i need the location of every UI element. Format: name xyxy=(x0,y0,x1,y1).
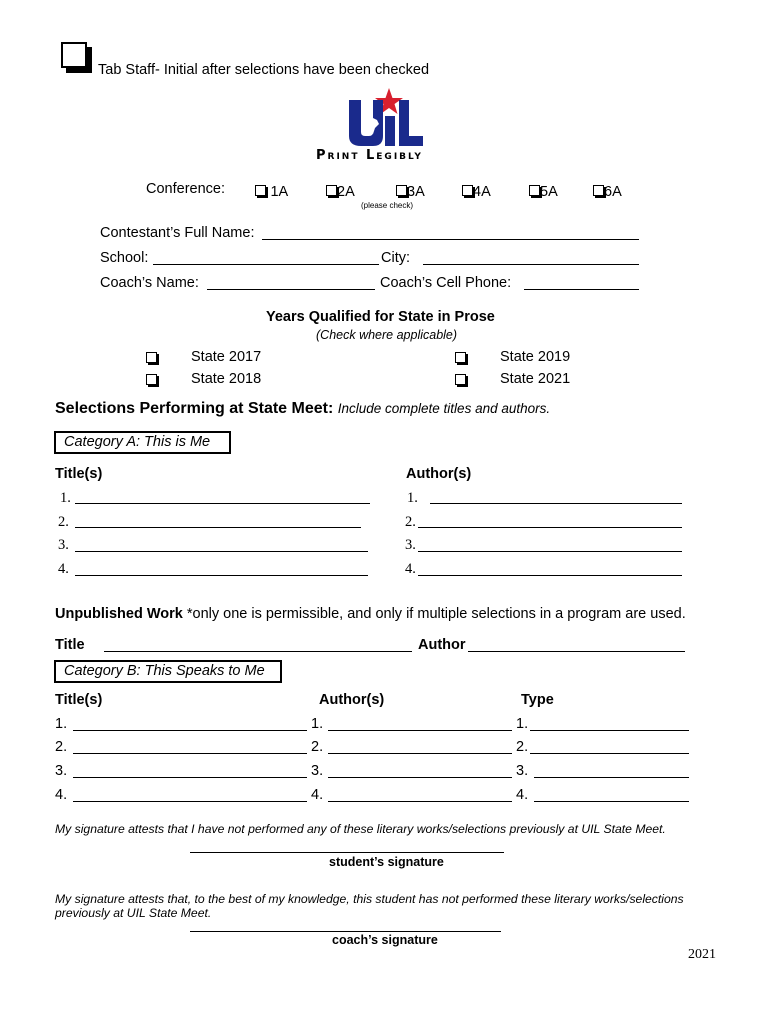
b-type-num: 3. xyxy=(516,763,529,779)
b-author-num: 4. xyxy=(311,787,324,803)
school-label: School: xyxy=(100,250,149,266)
checkbox[interactable] xyxy=(146,374,157,385)
checkbox[interactable] xyxy=(529,185,540,196)
conference-option-6a[interactable]: 6A xyxy=(593,183,622,201)
unpublished-author-label: Author xyxy=(418,637,466,653)
category-a-box: Category A: This is Me xyxy=(54,431,231,454)
year-2018-label: State 2018 xyxy=(191,371,262,387)
category-b-box: Category B: This Speaks to Me xyxy=(54,660,282,683)
student-signature-field[interactable] xyxy=(190,852,504,853)
b-type-field[interactable] xyxy=(534,777,689,778)
checkbox[interactable] xyxy=(593,185,604,196)
a-author-field[interactable] xyxy=(418,575,682,576)
b-title-field[interactable] xyxy=(73,753,307,754)
conference-option-2a[interactable]: 2A xyxy=(326,183,355,201)
unpublished-author-field[interactable] xyxy=(468,651,685,652)
year-2019[interactable] xyxy=(455,350,466,368)
checkbox[interactable] xyxy=(396,185,407,196)
year-2018[interactable] xyxy=(146,372,157,390)
year-2021-label: State 2021 xyxy=(500,371,571,387)
b-author-num: 2. xyxy=(311,739,324,755)
unpublished-title-label: Title xyxy=(55,637,85,653)
unpublished-note: Unpublished Work *only one is permissible, and only if multiple selections in a program are used. xyxy=(55,606,686,622)
b-title-num: 2. xyxy=(55,739,68,755)
coach-phone-label: Coach’s Cell Phone: xyxy=(380,275,512,291)
b-title-field[interactable] xyxy=(73,730,307,731)
please-check-note: (please check) xyxy=(361,201,414,210)
b-type-num: 4. xyxy=(516,787,529,803)
b-title-num: 3. xyxy=(55,763,68,779)
a-title-field[interactable] xyxy=(75,551,368,552)
conference-label: Conference: xyxy=(146,181,225,197)
year-2019-label: State 2019 xyxy=(500,349,571,365)
city-field[interactable] xyxy=(423,264,639,265)
checkbox[interactable] xyxy=(255,185,266,196)
tab-staff-note: Tab Staff- Initial after selections have been checked xyxy=(98,62,430,78)
b-type-num: 1. xyxy=(516,716,529,732)
author-header-a: Author(s) xyxy=(406,466,472,482)
b-type-field[interactable] xyxy=(530,753,689,754)
coach-attest-line1: My signature attests that, to the best of my knowledge, this student has not performed these literary works/selections xyxy=(55,892,684,906)
years-subtitle: (Check where applicable) xyxy=(316,328,458,342)
title-header-b: Title(s) xyxy=(55,692,103,708)
b-author-field[interactable] xyxy=(328,753,512,754)
selections-heading: Selections Performing at State Meet: Include complete titles and authors. xyxy=(55,400,551,417)
full-name-field[interactable] xyxy=(262,239,639,240)
year-2017-label: State 2017 xyxy=(191,349,262,365)
a-author-num: 4. xyxy=(405,561,416,577)
author-header-b: Author(s) xyxy=(319,692,385,708)
coach-name-label: Coach’s Name: xyxy=(100,275,199,291)
title-header-a: Title(s) xyxy=(55,466,103,482)
coach-signature-label: coach’s signature xyxy=(332,933,438,947)
conference-option-4a[interactable]: 4A xyxy=(462,183,491,201)
student-attest: My signature attests that I have not performed any of these literary works/selections previously at UIL State Meet. xyxy=(55,822,666,836)
b-author-num: 1. xyxy=(311,716,324,732)
coach-signature-field[interactable] xyxy=(190,931,501,932)
conference-option-1a[interactable]: 1A xyxy=(255,183,288,201)
coach-name-field[interactable] xyxy=(207,289,375,290)
b-author-field[interactable] xyxy=(328,777,512,778)
city-label: City: xyxy=(381,250,410,266)
a-title-num: 4. xyxy=(58,561,69,577)
b-title-num: 1. xyxy=(55,716,68,732)
uil-logo xyxy=(345,88,427,150)
a-author-num: 1. xyxy=(407,490,418,506)
print-legibly: Print Legibly xyxy=(316,148,423,163)
b-title-field[interactable] xyxy=(73,777,307,778)
a-author-num: 2. xyxy=(405,514,416,530)
a-title-field[interactable] xyxy=(75,527,361,528)
b-title-num: 4. xyxy=(55,787,68,803)
b-type-field[interactable] xyxy=(534,801,689,802)
checkbox[interactable] xyxy=(455,352,466,363)
checkbox[interactable] xyxy=(146,352,157,363)
coach-phone-field[interactable] xyxy=(524,289,639,290)
b-author-field[interactable] xyxy=(328,730,512,731)
tab-staff-checkbox[interactable] xyxy=(61,42,87,68)
full-name-label: Contestant’s Full Name: xyxy=(100,225,255,241)
b-title-field[interactable] xyxy=(73,801,307,802)
unpublished-title-field[interactable] xyxy=(104,651,412,652)
checkbox[interactable] xyxy=(462,185,473,196)
a-author-field[interactable] xyxy=(418,551,682,552)
a-title-field[interactable] xyxy=(75,503,370,504)
checkbox[interactable] xyxy=(455,374,466,385)
a-author-num: 3. xyxy=(405,537,416,553)
years-title: Years Qualified for State in Prose xyxy=(266,309,495,325)
checkbox[interactable] xyxy=(326,185,337,196)
conference-option-5a[interactable]: 5A xyxy=(529,183,558,201)
a-title-num: 2. xyxy=(58,514,69,530)
year-2017[interactable] xyxy=(146,350,157,368)
type-header-b: Type xyxy=(521,692,554,708)
b-type-num: 2. xyxy=(516,739,529,755)
a-title-num: 3. xyxy=(58,537,69,553)
student-signature-label: student’s signature xyxy=(329,855,444,869)
year-2021[interactable] xyxy=(455,372,466,390)
a-author-field[interactable] xyxy=(418,527,682,528)
b-author-field[interactable] xyxy=(328,801,512,802)
footer-year: 2021 xyxy=(688,947,716,962)
a-title-field[interactable] xyxy=(75,575,368,576)
conference-option-3a[interactable]: 3A xyxy=(396,183,425,201)
coach-attest-line2: previously at UIL State Meet. xyxy=(55,906,212,920)
b-type-field[interactable] xyxy=(530,730,689,731)
a-author-field[interactable] xyxy=(430,503,682,504)
a-title-num: 1. xyxy=(60,490,71,506)
school-field[interactable] xyxy=(153,264,379,265)
b-author-num: 3. xyxy=(311,763,324,779)
